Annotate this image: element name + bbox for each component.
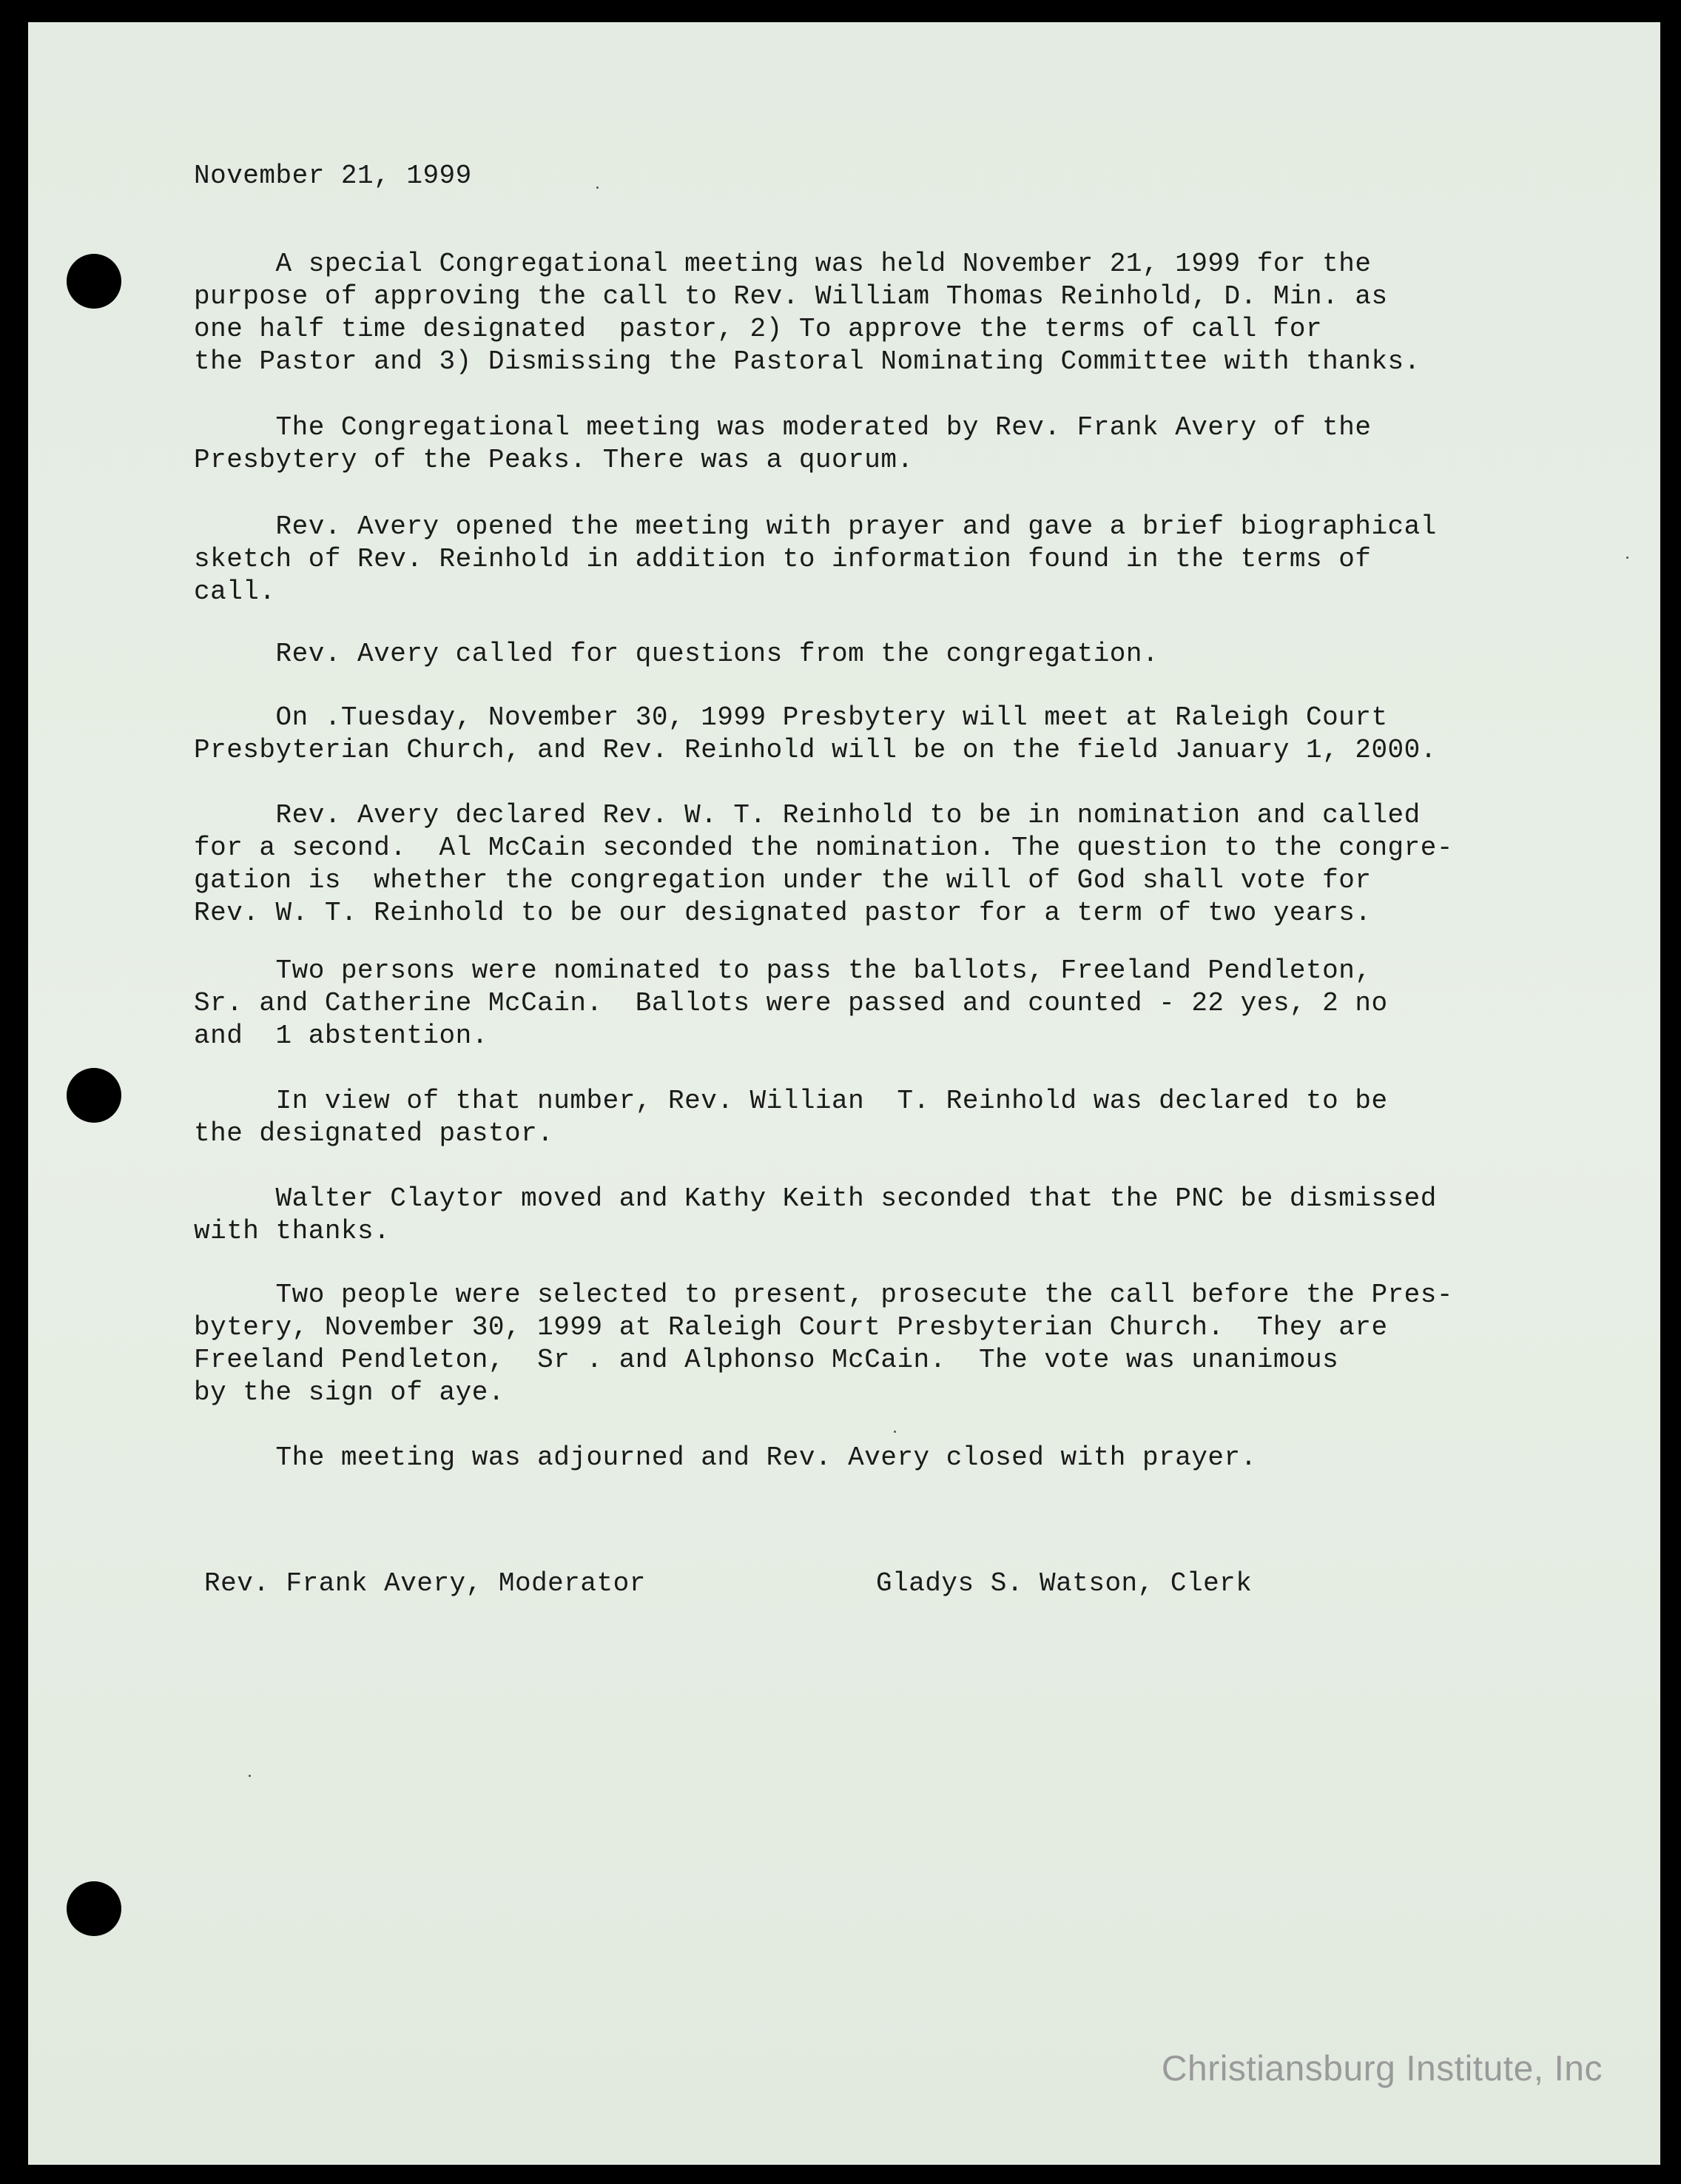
text-line: The meeting was adjourned and Rev. Avery closed with prayer. xyxy=(194,1442,1257,1473)
paragraph-nomination xyxy=(194,799,1453,930)
signature-clerk: Gladys S. Watson, Clerk xyxy=(876,1568,1253,1599)
paragraph-adjournment xyxy=(194,1442,1257,1474)
paragraph-presbytery-meeting xyxy=(194,702,1437,767)
paragraph-purpose xyxy=(194,248,1421,378)
text-line: purpose of approving the call to Rev. William Thomas Reinhold, D. Min. as xyxy=(194,281,1388,312)
text-line: Presbytery of the Peaks. There was a quorum. xyxy=(194,445,914,475)
text-line: A special Congregational meeting was held November 21, 1999 for the xyxy=(194,249,1372,279)
text-line: call. xyxy=(194,577,276,607)
text-line: Freeland Pendleton, Sr . and Alphonso McCain. The vote was unanimous xyxy=(194,1345,1339,1375)
text-line: the Pastor and 3) Dismissing the Pastoral Nominating Committee with thanks. xyxy=(194,346,1421,377)
paragraph-ballots xyxy=(194,955,1388,1052)
text-line: the designated pastor. xyxy=(194,1118,554,1149)
paper-speck xyxy=(249,1775,251,1777)
watermark: Christiansburg Institute, Inc xyxy=(1161,2049,1603,2089)
paragraph-declaration xyxy=(194,1085,1388,1150)
text-line: gation is whether the congregation under the will of God shall vote for xyxy=(194,865,1372,896)
punch-hole-top xyxy=(67,254,121,309)
text-line: with thanks. xyxy=(194,1216,391,1246)
paragraph-representatives xyxy=(194,1279,1453,1409)
text-line: Two persons were nominated to pass the ballots, Freeland Pendleton, xyxy=(194,955,1372,986)
paper-speck xyxy=(596,187,599,189)
punch-hole-bottom xyxy=(67,1881,121,1936)
text-line: Sr. and Catherine McCain. Ballots were passed and counted - 22 yes, 2 no xyxy=(194,988,1388,1018)
text-line: for a second. Al McCain seconded the nomination. The question to the congre- xyxy=(194,833,1453,863)
text-line: one half time designated pastor, 2) To approve the terms of call for xyxy=(194,314,1323,344)
paragraph-pnc-dismissal xyxy=(194,1183,1437,1248)
text-line: In view of that number, Rev. Willian T. Reinhold was declared to be xyxy=(194,1086,1388,1116)
text-line: sketch of Rev. Reinhold in addition to information found in the terms of xyxy=(194,544,1372,574)
paragraph-opening xyxy=(194,511,1437,608)
text-line: Two people were selected to present, prosecute the call before the Pres- xyxy=(194,1280,1453,1310)
text-line: Rev. Avery opened the meeting with prayer and gave a brief biographical xyxy=(194,511,1437,542)
punch-hole-middle xyxy=(67,1068,121,1123)
text-line: Presbyterian Church, and Rev. Reinhold will be on the field January 1, 2000. xyxy=(194,735,1437,765)
text-line: by the sign of aye. xyxy=(194,1377,505,1408)
text-line: and 1 abstention. xyxy=(194,1021,488,1051)
text-line: Walter Claytor moved and Kathy Keith seconded that the PNC be dismissed xyxy=(194,1183,1437,1214)
paragraph-questions xyxy=(194,638,1159,671)
paper-speck xyxy=(1626,557,1628,559)
text-line: Rev. Avery called for questions from the congregation. xyxy=(194,639,1159,669)
text-line: Rev. Avery declared Rev. W. T. Reinhold to be in nomination and called xyxy=(194,800,1421,830)
text-line: bytery, November 30, 1999 at Raleigh Court Presbyterian Church. They are xyxy=(194,1312,1388,1343)
text-line: The Congregational meeting was moderated by Rev. Frank Avery of the xyxy=(194,412,1372,443)
text-line: On .Tuesday, November 30, 1999 Presbytery will meet at Raleigh Court xyxy=(194,702,1388,733)
paper-speck xyxy=(894,1431,896,1433)
document-date: November 21, 1999 xyxy=(194,161,472,191)
text-line: Rev. W. T. Reinhold to be our designated pastor for a term of two years. xyxy=(194,898,1372,928)
paragraph-moderator xyxy=(194,411,1371,477)
signature-moderator: Rev. Frank Avery, Moderator xyxy=(204,1568,646,1599)
